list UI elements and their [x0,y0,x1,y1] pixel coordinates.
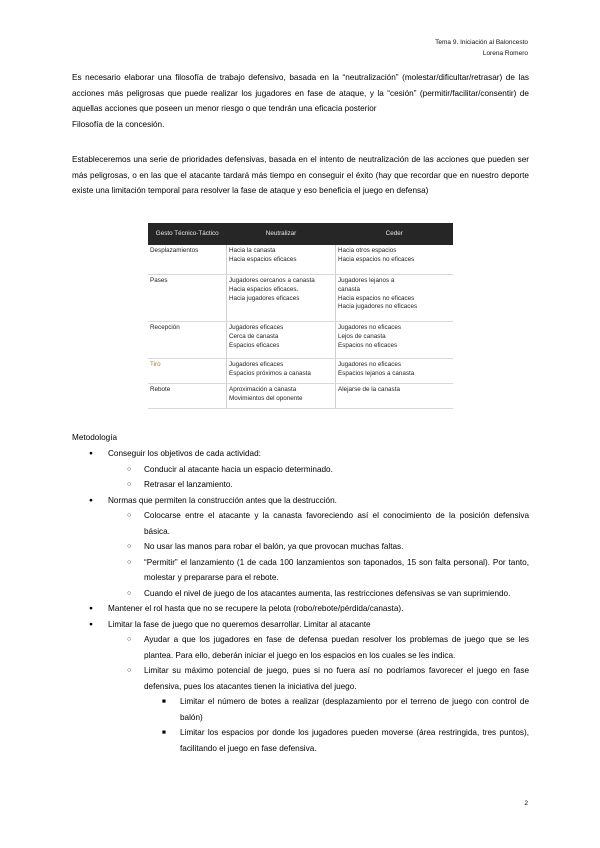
list-item [72,617,529,757]
list-item: ○ No usar las manos para robar el balón, ya que provocan muchas faltas. [108,539,529,555]
sub-list [108,462,529,493]
cell-line: Jugadores lejanos a [338,277,395,284]
cell-line: Alejarse de la canasta [338,386,400,393]
cell-line: Cerca de canasta [229,332,279,340]
list-item [72,493,529,602]
table-cell-ceder [336,275,454,322]
cell-line: Jugadores no eficaces [338,324,402,331]
paragraph-1-tail: Filosofía de la concesión. [72,119,165,129]
table-cell-neutralizar [227,359,336,384]
list-item: ■ Limitar el número de botes a realizar (desplazamiento por el terreno de juego con control de balón) [144,694,529,725]
list-item: ○ Retrasar el lanzamiento. [108,477,529,493]
table-cell-gesto: Recepción [148,322,227,359]
cell-line: Hacia espacios eficaces. [229,285,299,293]
cell-line: Espacios lejanos a canasta [338,369,415,377]
table-cell-ceder [336,245,454,275]
cell-line: Lejos de canasta [338,332,386,340]
page-header [435,37,528,59]
table-cell-ceder [336,322,454,359]
table-row [148,275,453,322]
list-item [72,446,529,493]
table-header-row [148,223,453,245]
cell-line: canasta [338,285,361,293]
table-cell-neutralizar [227,275,336,322]
table-row [148,322,453,359]
cell-line: Jugadores cercanos a canasta [229,277,315,284]
header-author: Lorena Romero [482,50,528,57]
table-cell-gesto: Pases [148,275,227,322]
page-number: 2 [524,800,528,807]
cell-line: Hacia la canasta [229,247,276,254]
methodology-list [72,446,529,756]
cell-line: Jugadores eficaces [229,361,284,368]
table-header-ceder: Ceder [336,223,454,245]
methodology-heading: Metodología [72,433,118,442]
table-cell-gesto: Desplazamientos [148,245,227,275]
table-header-gesto: Gesto Técnico-Táctico [148,223,227,245]
list-item: ■ Limitar los espacios por donde los jugadores pueden moverse (área restringida, tres puntos), facilitando el juego en fase defensiva. [144,725,529,756]
cell-line: Jugadores no eficaces [338,361,402,368]
defense-priorities-table [148,223,453,409]
list-item-text: Normas que permiten la construcción antes que la destrucción. [108,495,337,505]
table-cell-ceder [336,384,454,409]
list-item: ○ Cuando el nivel de juego de los atacantes aumenta, las restricciones defensivas se van suprimiendo. [108,586,529,602]
table-row [148,245,453,275]
table-row [148,359,453,384]
cell-line: Espacios eficaces [229,341,280,349]
table-cell-neutralizar [227,322,336,359]
table-cell-ceder [336,359,454,384]
list-item: ○ Conducir al atacante hacia un espacio determinado. [108,462,529,478]
table-cell-neutralizar [227,245,336,275]
cell-line: Hacia otros espacios [338,247,397,254]
list-item: ○ Ayudar a que los jugadores en fase de defensa puedan resolver los problemas de juego que se les plantea. Para ello, deberán iniciar el juego en los espacios en los cuales se les indica. [108,632,529,663]
table-cell-neutralizar [227,384,336,409]
list-item-text: Conseguir los objetivos de cada actividad: [108,449,261,458]
cell-line: Hacia jugadores eficaces [229,294,300,302]
cell-line: Movimientos del oponente [229,394,303,402]
paragraph-defensive-priorities: Estableceremos una serie de prioridades defensivas, basada en el intento de neutralización de las acciones que pueden ser más peligrosas, o en las que el atacante tardará más tiempo en conseguir el éxito (hay que recordar que en nuestro deporte existe una limitación temporal para resolver la fase de ataque y eso beneficia el juego en defensa) [72,155,529,195]
cell-line: Espacios próximos a canasta [229,369,311,377]
list-item-text: Limitar la fase de juego que no queremos desarrollar. Limitar al atacante [108,619,371,629]
cell-line: Hacia espacios no eficaces [338,294,415,302]
sub-sub-list [144,694,529,756]
list-item-text: Limitar su máximo potencial de juego, pues si no fuera así no podríamos favorecer el juego en fase defensiva, pues los atacantes tienen la iniciativa del juego. [144,666,529,691]
paragraph-1-text: Es necesario elaborar una filosofía de trabajo defensivo, basada en la “neutralización” (molestar/dificultar/retrasar) de las acciones más peligrosas que puede realizar los jugadores en fase de ataque, y la “cesión” (permitir/facilitar/consentir) de aquellas acciones que poseen un menor riesgo o que tendrán una eficacia posterior [72,73,529,113]
cell-line: Hacia espacios eficaces [229,255,297,263]
cell-line: Aproximación a canasta [229,386,297,393]
paragraph-defensive-philosophy [72,70,529,132]
table-header-neutralizar: Neutralizar [227,223,336,245]
list-item: ○ “Permitir” el lanzamiento (1 de cada 100 lanzamientos son taponados, 15 son falta personal). Por tanto, molestar y prepararse para el rebote. [108,555,529,586]
table-cell-gesto: Tiro [148,359,227,384]
cell-line: Jugadores eficaces [229,324,284,331]
cell-line: Espacios no eficaces [338,341,398,349]
list-item: ○ Colocarse entre el atacante y la canasta favoreciendo así el conocimiento de la posición defensiva básica. [108,508,529,539]
table-cell-gesto: Rebote [148,384,227,409]
cell-line: Hacia espacios no eficaces [338,255,415,263]
sub-list [108,508,529,601]
sub-list [108,632,529,756]
cell-line: Hacia jugadores no eficaces [338,303,418,311]
list-item-text: Mantener el rol hasta que no se recupere la pelota (robo/rebote/pérdida/canasta). [108,604,404,613]
table-row [148,384,453,409]
list-item [72,601,529,617]
list-item [108,663,529,756]
header-topic: Tema 9. Iniciación al Baloncesto [435,39,528,46]
